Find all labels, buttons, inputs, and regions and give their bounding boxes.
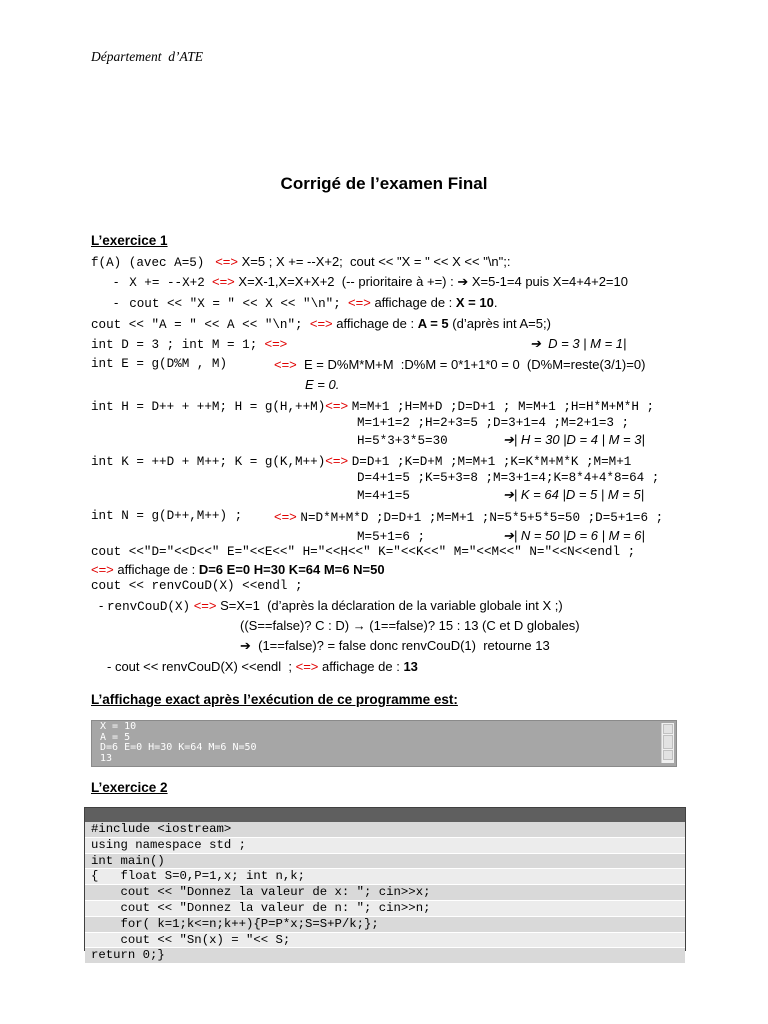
ex1-line-5-result: ➔ D = 3 | M = 1|: [530, 336, 627, 351]
code-line: { float S=0,P=1,x; int n,k;: [85, 869, 685, 885]
code-line: cout << "Donnez la valeur de x: "; cin>>x;: [85, 885, 685, 901]
code-line: cout << "Sn(x) = "<< S;: [85, 933, 685, 949]
code-line: for( k=1;k<=n;k++){P=P*x;S=S+P/k;};: [85, 917, 685, 933]
code-line: #include <iostream>: [85, 822, 685, 838]
ex1-line-9b: M=5+1=6 ;: [357, 530, 426, 544]
scroll-thumb[interactable]: [663, 735, 673, 749]
exercise1-heading: L’exercice 1: [91, 233, 168, 248]
ex1-line-13: - renvCouD(X) <=> S=X=1 (d’après la déclaration de la variable globale int X ;): [99, 598, 563, 614]
ex1-line-6-code: int E = g(D%M , M): [91, 357, 228, 371]
ex1-line-4: cout << "A = " << A << "\n"; <=> affichage de : A = 5 (d’après int A=5;): [91, 316, 551, 332]
code-block-header: [85, 808, 685, 822]
ex1-line-8c: M=4+1=5: [357, 489, 410, 503]
console-text: X = 10 A = 5 D=6 E=0 H=30 K=64 M=6 N=50 13: [100, 721, 257, 764]
scroll-down-icon[interactable]: [663, 750, 673, 760]
ex1-line-9b-result: ➔| N = 50 |D = 6 | M = 6|: [503, 528, 645, 543]
code-block: [84, 807, 686, 963]
ex1-line-3: - cout << "X = " << X << "\n"; <=> affichage de : X = 10.: [114, 295, 498, 311]
ex1-line-6: <=> E = D%M*M+M :D%M = 0*1+1*0 = 0 (D%M=reste(3/1)=0): [274, 357, 646, 372]
exercise2-heading: L’exercice 2: [91, 780, 168, 795]
ex1-line-12: cout << renvCouD(X) <<endl ;: [91, 579, 303, 593]
ex1-line-6b: E = 0.: [305, 377, 340, 392]
ex1-line-15: ➔ (1==false)? = false donc renvCouD(1) retourne 13: [240, 638, 550, 653]
output-heading: L’affichage exact après l’exécution de ce programme est:: [91, 692, 458, 707]
ex1-line-2: - X += --X+2 <=> X=X-1,X=X+X+2 (-- prioritaire à +=) : ➔ X=5-1=4 puis X=4+4+2=10: [114, 274, 628, 290]
ex1-line-9-code: int N = g(D++,M++) ;: [91, 509, 243, 523]
ex1-line-7c: H=5*3+3*5=30: [357, 434, 448, 448]
code-line: int main(): [85, 854, 685, 870]
ex1-line-11: <=> affichage de : D=6 E=0 H=30 K=64 M=6 N=50: [91, 562, 385, 577]
code-line: cout << "Donnez la valeur de n: "; cin>>n;: [85, 901, 685, 917]
ex1-line-10: cout <<"D="<<D<<" E="<<E<<" H="<<H<<" K="<<K<<" M="<<M<<" N="<<N<<endl ;: [91, 545, 636, 559]
department-header: Département d’ATE: [91, 49, 203, 64]
code-line: return 0;}: [85, 948, 685, 964]
ex1-line-9: <=> N=D*M+M*D ;D=D+1 ;M=M+1 ;N=5*5+5*5=50 ;D=5+1=6 ;: [274, 509, 664, 525]
ex1-line-14: ((S==false)? C : D) → (1==false)? 15 : 13 (C et D globales): [240, 618, 580, 633]
ex1-line-7c-result: ➔| H = 30 |D = 4 | M = 3|: [503, 432, 645, 447]
ex1-line-16: - cout << renvCouD(X) <<endl ; <=> affichage de : 13: [107, 659, 418, 674]
code-line: using namespace std ;: [85, 838, 685, 854]
scroll-up-icon[interactable]: [663, 724, 673, 734]
ex1-line-7: int H = D++ + ++M; H = g(H,++M)<=> M=M+1 ;H=M+D ;D=D+1 ; M=M+1 ;H=H*M+M*H ;: [91, 398, 655, 414]
ex1-line-1: f(A) (avec A=5) <=> X=5 ; X += --X+2; cout << "X = " << X << "\n";:: [91, 254, 511, 270]
ex1-line-8: int K = ++D + M++; K = g(K,M++)<=> D=D+1 ;K=D+M ;M=M+1 ;K=K*M+M*K ;M=M+1: [91, 453, 632, 469]
page-title: Corrigé de l’examen Final: [280, 174, 488, 193]
ex1-line-8c-result: ➔| K = 64 |D = 5 | M = 5|: [503, 487, 645, 502]
console-scrollbar[interactable]: [661, 723, 674, 763]
ex1-line-5: int D = 3 ; int M = 1; <=>: [91, 336, 288, 352]
console-output-window: [91, 720, 677, 767]
ex1-line-8b: D=4+1=5 ;K=5+3=8 ;M=3+1=4;K=8*4+4*8=64 ;: [357, 471, 660, 485]
ex1-line-7b: M=1+1=2 ;H=2+3=5 ;D=3+1=4 ;M=2+1=3 ;: [357, 416, 630, 430]
